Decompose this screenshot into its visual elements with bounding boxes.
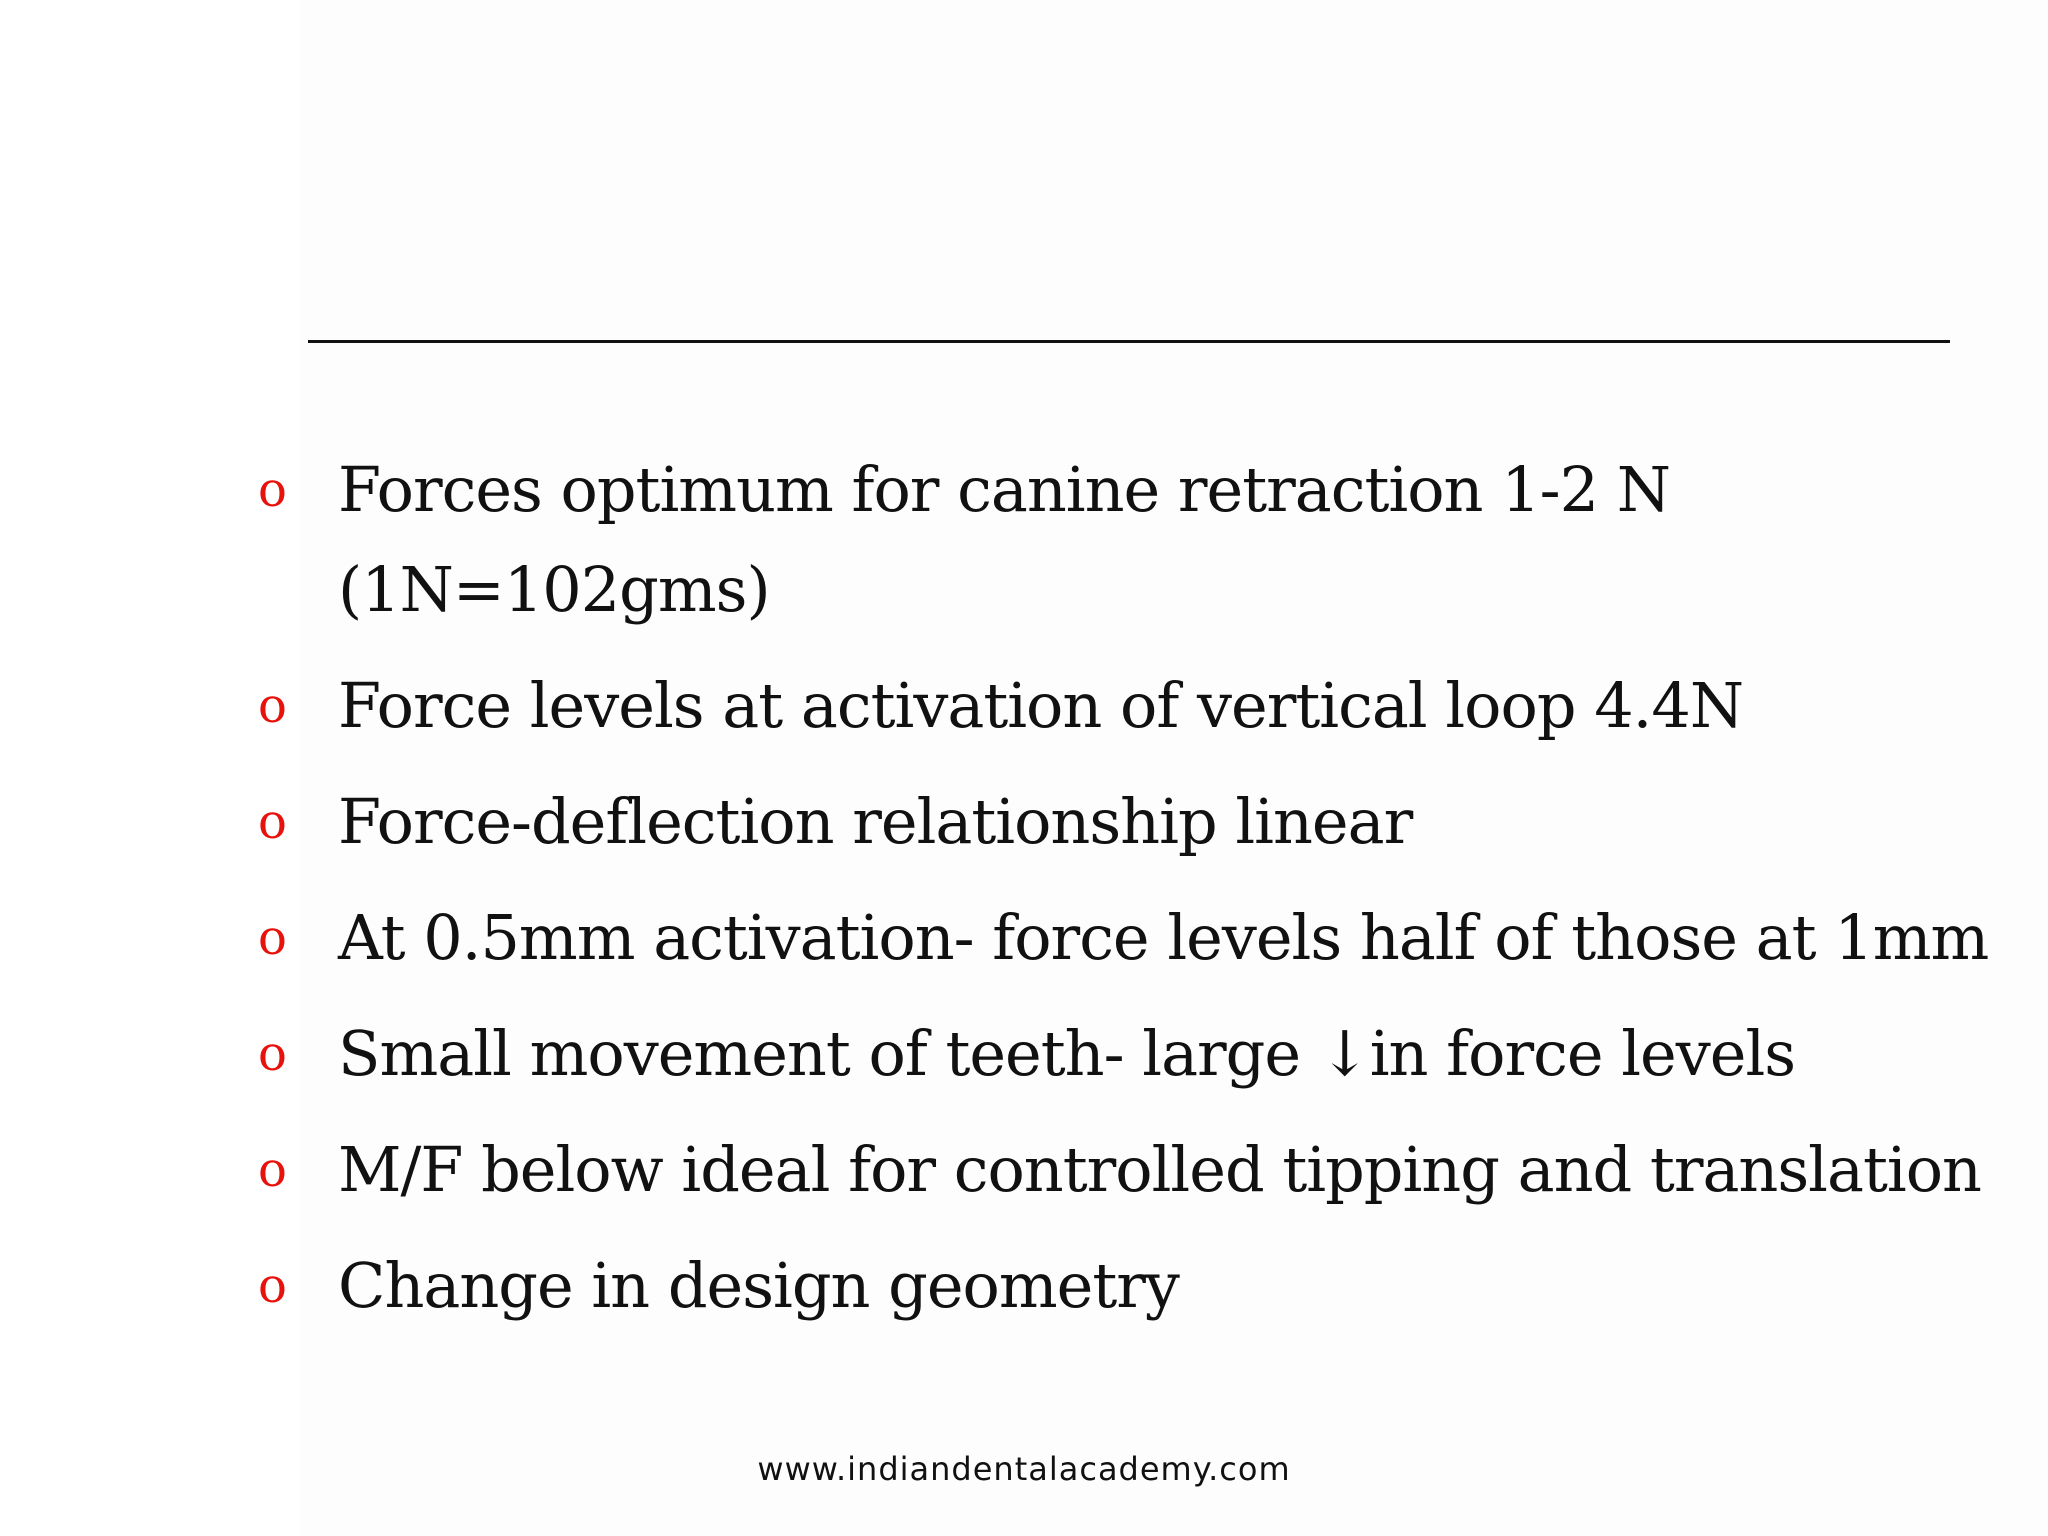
bullet-marker-icon: o [258, 462, 287, 518]
bullet-list [258, 440, 2018, 1352]
bullet-marker-icon: o [258, 678, 287, 734]
bullet-item [258, 772, 2018, 872]
bullet-text: At 0.5mm activation- force levels half of those at 1mm [338, 901, 1989, 974]
bullet-item [258, 1236, 2018, 1336]
title-divider [308, 340, 1950, 343]
bullet-marker-icon: o [258, 1258, 287, 1314]
bullet-item [258, 1120, 2018, 1220]
bullet-marker-icon: o [258, 1026, 287, 1082]
bullet-text: Change in design geometry [338, 1249, 1179, 1322]
bullet-item [258, 656, 2018, 756]
bullet-text: Small movement of teeth- large ↓in force levels [338, 1017, 1796, 1090]
bullet-text: Force-deflection relationship linear [338, 785, 1413, 858]
bullet-item [258, 888, 2018, 988]
bullet-item [258, 440, 2018, 640]
bullet-marker-icon: o [258, 910, 287, 966]
bullet-marker-icon: o [258, 794, 287, 850]
bullet-item [258, 1004, 2018, 1104]
bullet-text: Force levels at activation of vertical loop 4.4N [338, 669, 1744, 742]
bullet-marker-icon: o [258, 1142, 287, 1198]
footer-website-link[interactable]: www.indiandentalacademy.com [757, 1450, 1291, 1488]
bullet-text: M/F below ideal for controlled tipping and translation [338, 1133, 1981, 1206]
bullet-text: Forces optimum for canine retraction 1-2 N (1N=102gms) [338, 453, 1670, 626]
